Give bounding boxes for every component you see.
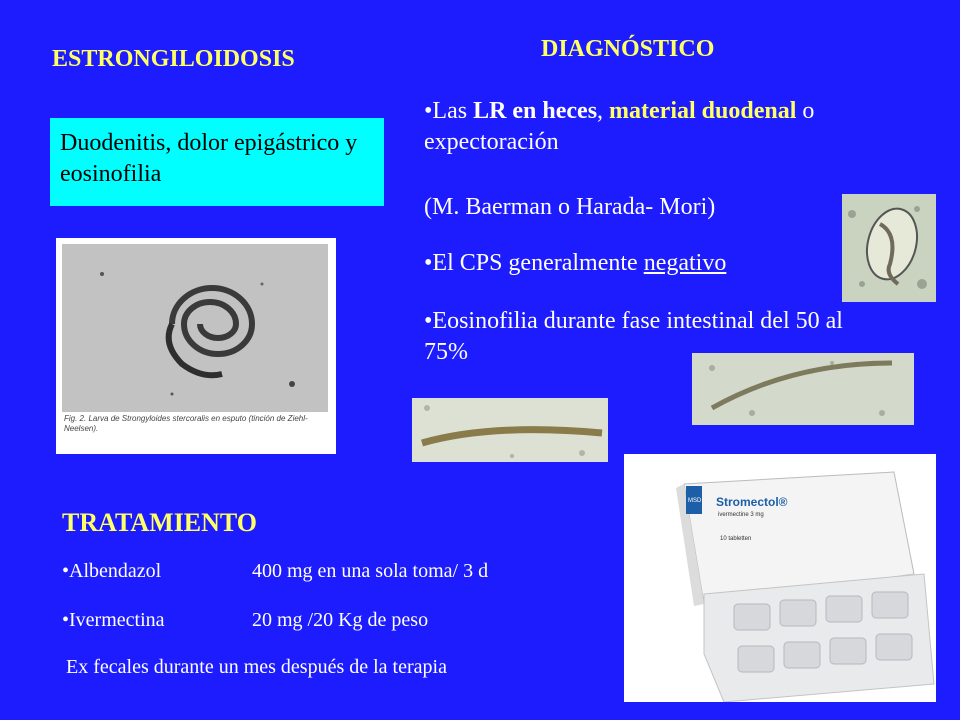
- drug-ivermectina: •Ivermectina: [62, 609, 165, 631]
- coiled-larva-image: [62, 244, 328, 412]
- symptoms-box: Duodenitis, dolor epigástrico y eosinofilia: [50, 118, 384, 206]
- larva-figure: [56, 238, 336, 454]
- filariform-image: [412, 398, 608, 462]
- egg-micrograph: [842, 194, 936, 302]
- diagnostico-bullet-2: [424, 248, 726, 279]
- diagnostico-bullet-3: •Eosinofilia durante fase intestinal del 50 al 75%: [424, 308, 843, 365]
- bullet-1-material: material duodenal: [609, 98, 797, 124]
- bullet-1-lr: LR en heces: [473, 98, 598, 124]
- bullet-1-suffix: o expectoración: [424, 98, 815, 155]
- package-sub: ivermectine 3 mg: [718, 512, 764, 518]
- bullet-2-negativo: negativo: [643, 250, 727, 276]
- treatment-row-albendazol: [62, 560, 489, 583]
- bullet-1-prefix: •Las: [424, 98, 474, 124]
- filariform-larva-micrograph: [412, 398, 608, 462]
- stromectol-package-photo: [624, 454, 936, 702]
- package-brand: Stromectol®: [716, 495, 788, 509]
- package-image: [624, 454, 936, 702]
- treatment-row-ivermectina: [62, 609, 429, 632]
- diagnostico-bullet-1: [424, 96, 844, 158]
- treatment-note: Ex fecales durante un mes después de la terapia: [66, 656, 447, 678]
- drug-albendazol: •Albendazol: [62, 560, 162, 582]
- bullet-1-sep: ,: [597, 98, 610, 124]
- dose-albendazol: 400 mg en una sola toma/ 3 d: [252, 560, 489, 582]
- package-count: 10 tabletten: [720, 536, 752, 542]
- larva-photo: [62, 244, 328, 412]
- egg-image: [842, 194, 936, 302]
- package-logo: MSD: [688, 498, 702, 504]
- diagnostico-method: (M. Baerman o Harada- Mori): [424, 194, 716, 220]
- rhabditiform-larva-micrograph: [692, 353, 914, 425]
- rhabditiform-image: [692, 353, 914, 425]
- bullet-2-prefix: •El CPS generalmente: [424, 250, 644, 276]
- tratamiento-heading: TRATAMIENTO: [62, 508, 258, 537]
- dose-ivermectina: 20 mg /20 Kg de peso: [252, 609, 429, 631]
- slide-title: ESTRONGILOIDOSIS: [52, 46, 295, 72]
- figure-caption: Fig. 2. Larva de Strongyloides stercoralis en esputo (tinción de Ziehl-Neelsen).: [64, 414, 308, 433]
- diagnostico-heading: DIAGNÓSTICO: [541, 36, 715, 62]
